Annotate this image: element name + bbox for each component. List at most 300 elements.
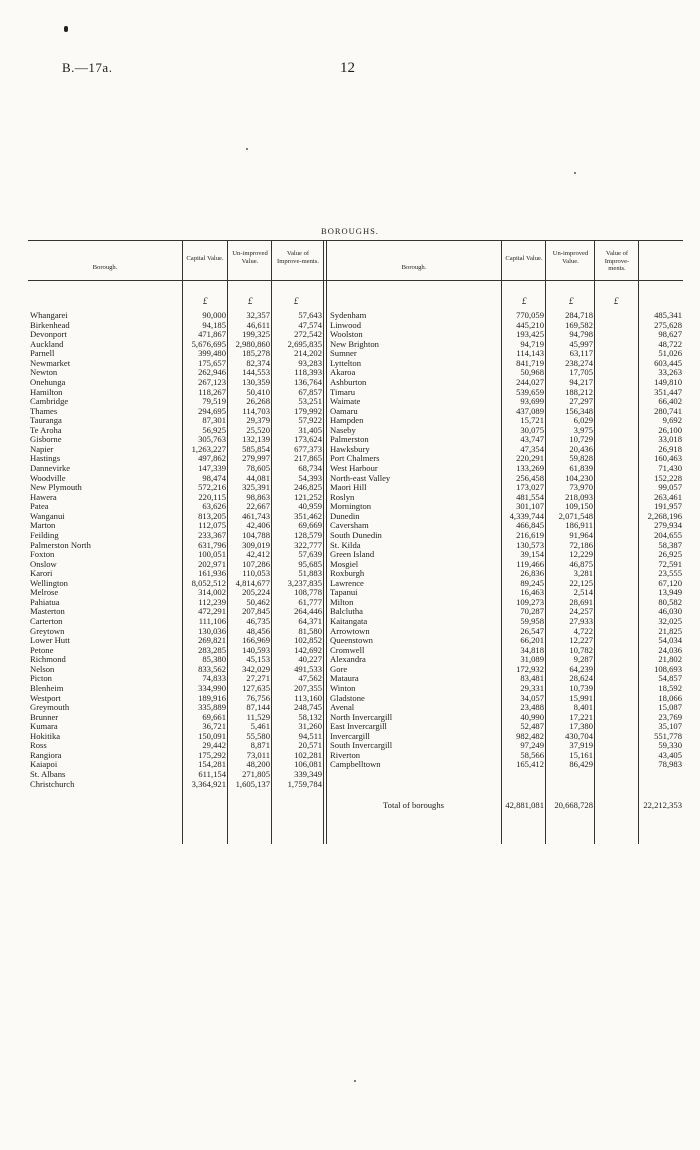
borough-name: Mornington — [330, 501, 372, 512]
pound-sign: £ — [522, 296, 527, 306]
capital-value: 335,889 — [198, 702, 226, 713]
unimproved-value: 42,406 — [246, 520, 270, 531]
unimproved-value: 8,871 — [250, 740, 270, 751]
borough-name: Onehunga — [30, 376, 66, 387]
unimproved-value: 10,739 — [569, 682, 593, 693]
unimproved-value: 279,997 — [242, 453, 270, 464]
capital-value: 87,301 — [202, 415, 226, 426]
capital-value: 269,821 — [198, 635, 226, 646]
capital-value: 40,990 — [520, 711, 544, 722]
borough-name: South Dunedin — [330, 529, 382, 540]
capital-value: 539,659 — [516, 386, 544, 397]
borough-name: Avenal — [330, 702, 355, 713]
pound-sign: £ — [294, 296, 299, 306]
borough-name: Woodville — [30, 472, 66, 483]
borough-name: Greytown — [30, 625, 65, 636]
capital-value: 31,089 — [520, 654, 544, 665]
improvements-value: 160,463 — [654, 453, 682, 464]
total-label: Total of boroughs — [383, 800, 444, 810]
borough-name: Christchurch — [30, 778, 75, 789]
left-unimproved-values — [226, 311, 270, 789]
improvements-value: 1,759,784 — [287, 778, 322, 789]
borough-name: West Harbour — [330, 463, 378, 473]
improvements-value: 26,925 — [658, 549, 682, 560]
capital-value: 3,364,921 — [191, 778, 226, 789]
unimproved-value: 45,997 — [569, 338, 593, 349]
improvements-value: 54,393 — [298, 472, 322, 483]
improvements-value: 263,461 — [654, 491, 682, 502]
borough-name: Nelson — [30, 663, 55, 674]
unimproved-value: 72,186 — [569, 539, 593, 550]
unimproved-value: 140,593 — [242, 644, 270, 655]
improvements-value: 280,741 — [654, 405, 682, 416]
capital-value: 220,115 — [198, 491, 226, 502]
improvements-value: 264,446 — [294, 606, 322, 617]
borough-name: Milton — [330, 596, 354, 607]
unimproved-value: 132,139 — [242, 434, 270, 445]
borough-name: Oamaru — [330, 405, 358, 416]
left-borough-names — [30, 311, 180, 789]
capital-value: 133,269 — [516, 463, 544, 473]
improvements-value: 214,202 — [294, 348, 322, 359]
capital-value: 16,463 — [520, 587, 544, 598]
unimproved-value: 28,691 — [569, 596, 593, 607]
borough-name: South Invercargill — [330, 740, 393, 751]
capital-value: 572,216 — [198, 482, 226, 493]
improvements-value: 207,355 — [294, 682, 322, 693]
capital-value: 256,458 — [516, 472, 544, 483]
improvements-value: 217,865 — [294, 453, 322, 464]
improvements-value: 43,405 — [658, 749, 682, 760]
unimproved-value: 144,553 — [242, 367, 270, 378]
capital-value: 147,339 — [198, 463, 226, 473]
improvements-value: 31,405 — [298, 424, 322, 435]
unimproved-value: 61,839 — [569, 463, 593, 473]
capital-value: 56,925 — [202, 424, 226, 435]
capital-value: 118,267 — [198, 386, 226, 397]
capital-value: 130,573 — [516, 539, 544, 550]
unimproved-value: 87,144 — [246, 702, 270, 713]
improvements-value: 204,655 — [654, 529, 682, 540]
borough-name: Karori — [30, 568, 53, 579]
unimproved-value: 114,703 — [242, 405, 270, 416]
unimproved-value: 186,911 — [565, 520, 593, 531]
capital-value: 305,763 — [198, 434, 226, 445]
unimproved-value: 430,704 — [565, 730, 593, 741]
improvements-value: 152,228 — [654, 472, 682, 483]
borough-name: Lyttelton — [330, 357, 362, 368]
borough-name: Brunner — [30, 711, 59, 722]
improvements-value: 40,959 — [298, 501, 322, 512]
improvements-value: 113,160 — [294, 692, 322, 703]
improvements-value: 23,769 — [658, 711, 682, 722]
capital-value: 294,695 — [198, 405, 226, 416]
unimproved-value: 64,239 — [569, 663, 593, 674]
borough-name: Devonport — [30, 329, 67, 340]
capital-value: 4,339,744 — [509, 510, 544, 521]
borough-name: Ross — [30, 740, 47, 751]
borough-name: Mosgiel — [330, 558, 359, 569]
capital-value: 202,971 — [198, 558, 226, 569]
unimproved-value: 104,788 — [242, 529, 270, 540]
unimproved-value: 82,374 — [246, 357, 270, 368]
unimproved-value: 2,514 — [573, 587, 593, 598]
capital-value: 175,292 — [198, 749, 226, 760]
unimproved-value: 59,828 — [569, 453, 593, 464]
capital-value: 445,210 — [516, 319, 544, 330]
unimproved-value: 73,970 — [569, 482, 593, 493]
capital-value: 283,285 — [198, 644, 226, 655]
right-borough-names — [330, 311, 500, 770]
unimproved-value: 342,029 — [242, 663, 270, 674]
unimproved-value: 585,854 — [242, 443, 270, 454]
improvements-value: 58,387 — [658, 539, 682, 550]
borough-name: Richmond — [30, 654, 66, 665]
capital-value: 112,075 — [198, 520, 226, 531]
borough-name: Port Chalmers — [330, 453, 380, 464]
unimproved-value: 22,125 — [569, 577, 593, 588]
improvements-value: 121,252 — [294, 491, 322, 502]
borough-name: Maori Hill — [330, 482, 367, 493]
unimproved-value: 94,798 — [569, 329, 593, 340]
document-reference: B.—17a. — [62, 60, 113, 75]
borough-name: Wanganui — [30, 510, 65, 521]
unimproved-value: 46,611 — [246, 319, 270, 330]
unimproved-value: 110,053 — [242, 568, 270, 579]
unimproved-value: 73,011 — [246, 749, 270, 760]
borough-name: Gore — [330, 663, 348, 674]
unimproved-value: 46,875 — [569, 558, 593, 569]
unimproved-value: 4,814,677 — [235, 577, 270, 588]
capital-value: 39,154 — [520, 549, 544, 560]
borough-name: East Invercargill — [330, 721, 387, 732]
unimproved-value: 22,667 — [246, 501, 270, 512]
improvements-value: 9,692 — [662, 415, 682, 426]
unimproved-value: 5,461 — [250, 721, 270, 732]
unimproved-value: 27,297 — [569, 396, 593, 407]
borough-name: Caversham — [330, 520, 369, 531]
improvements-value: 118,393 — [294, 367, 322, 378]
unimproved-value: 109,150 — [565, 501, 593, 512]
borough-name: New Brighton — [330, 338, 379, 349]
improvements-value: 149,810 — [654, 376, 682, 387]
capital-value: 15,721 — [520, 415, 544, 426]
improvements-value: 275,628 — [654, 319, 682, 330]
capital-value: 193,425 — [516, 329, 544, 340]
unimproved-value: 107,286 — [242, 558, 270, 569]
pound-sign: £ — [203, 296, 208, 306]
unimproved-value: 10,729 — [569, 434, 593, 445]
improvements-value: 322,777 — [294, 539, 322, 550]
unimproved-value: 11,529 — [246, 711, 270, 722]
borough-name: Winton — [330, 682, 356, 693]
capital-value: 481,554 — [516, 491, 544, 502]
improvements-value: 31,260 — [298, 721, 322, 732]
right-capital-values — [496, 311, 544, 770]
header-capital-value: Capital Value. — [186, 255, 224, 262]
capital-value: 100,051 — [198, 549, 226, 560]
borough-name: Melrose — [30, 587, 59, 598]
unimproved-value: 12,227 — [569, 635, 593, 646]
borough-name: Linwood — [330, 319, 362, 330]
borough-name: St. Kilda — [330, 539, 361, 550]
borough-name: Dunedin — [330, 510, 360, 521]
unimproved-value: 26,268 — [246, 396, 270, 407]
improvements-value: 68,734 — [298, 463, 322, 473]
header-unimproved-value: Un-improved Value. — [232, 250, 268, 265]
unimproved-value: 2,071,548 — [558, 510, 593, 521]
capital-value: 841,719 — [516, 357, 544, 368]
borough-name: Auckland — [30, 338, 64, 349]
improvements-value: 246,825 — [294, 482, 322, 493]
improvements-value: 179,992 — [294, 405, 322, 416]
capital-value: 34,057 — [520, 692, 544, 703]
capital-value: 98,474 — [202, 472, 226, 483]
capital-value: 26,836 — [520, 568, 544, 579]
capital-value: 5,676,695 — [191, 338, 226, 349]
improvements-value: 485,341 — [654, 310, 682, 320]
capital-value: 34,818 — [520, 644, 544, 655]
total-improvements: 22,212,353 — [643, 800, 682, 810]
improvements-value: 46,030 — [658, 606, 682, 617]
unimproved-value: 4,722 — [573, 625, 593, 636]
borough-name: Roslyn — [330, 491, 355, 502]
borough-name: Palmerston North — [30, 539, 91, 550]
capital-value: 23,488 — [520, 702, 544, 713]
improvements-value: 35,107 — [658, 721, 682, 732]
center-double-rule — [326, 240, 327, 844]
borough-name: Hawksbury — [330, 443, 370, 454]
improvements-value: 81,580 — [298, 625, 322, 636]
unimproved-value: 28,624 — [569, 673, 593, 684]
unimproved-value: 6,029 — [573, 415, 593, 426]
borough-name: Campbelltown — [330, 759, 381, 770]
borough-name: Hampden — [330, 415, 364, 426]
unimproved-value: 12,229 — [569, 549, 593, 560]
borough-name: Lower Hutt — [30, 635, 70, 646]
left-improvement-values — [271, 311, 322, 789]
capital-value: 29,331 — [520, 682, 544, 693]
improvements-value: 40,227 — [298, 654, 322, 665]
capital-value: 165,412 — [516, 759, 544, 770]
unimproved-value: 1,605,137 — [235, 778, 270, 789]
improvements-value: 78,983 — [658, 759, 682, 770]
total-capital: 42,881,081 — [505, 800, 544, 810]
borough-name: Green Island — [330, 549, 375, 560]
borough-name: Kaiapoi — [30, 759, 58, 770]
borough-name: Gisborne — [30, 434, 62, 445]
unimproved-value: 461,743 — [242, 510, 270, 521]
borough-name: Newmarket — [30, 357, 71, 368]
improvements-value: 47,574 — [298, 319, 322, 330]
capital-value: 833,562 — [198, 663, 226, 674]
improvements-value: 279,934 — [654, 520, 682, 531]
borough-name: Greymouth — [30, 702, 70, 713]
unimproved-value: 8,401 — [573, 702, 593, 713]
borough-name: Feilding — [30, 529, 59, 540]
borough-name: Waimate — [330, 396, 361, 407]
unimproved-value: 76,756 — [246, 692, 270, 703]
total-unimproved: 20,668,728 — [554, 800, 593, 810]
unimproved-value: 63,117 — [569, 348, 593, 359]
borough-name: Gladstone — [330, 692, 365, 703]
capital-value: 63,626 — [202, 501, 226, 512]
unimproved-value: 17,221 — [569, 711, 593, 722]
borough-name: Whangarei — [30, 310, 68, 320]
capital-value: 471,867 — [198, 329, 226, 340]
improvements-value: 99,057 — [658, 482, 682, 493]
borough-name: Sydenham — [330, 310, 367, 320]
capital-value: 314,002 — [198, 587, 226, 598]
unimproved-value: 127,635 — [242, 682, 270, 693]
capital-value: 301,107 — [516, 501, 544, 512]
capital-value: 472,291 — [198, 606, 226, 617]
unimproved-value: 205,224 — [242, 587, 270, 598]
borough-name: Hamilton — [30, 386, 63, 397]
capital-value: 611,154 — [198, 769, 226, 779]
capital-value: 66,201 — [520, 635, 544, 646]
header-improvements-value: Value of Improve-ments. — [277, 250, 319, 265]
unimproved-value: 91,964 — [569, 529, 593, 540]
improvements-value: 136,764 — [294, 376, 322, 387]
capital-value: 334,990 — [198, 682, 226, 693]
borough-name: Arrowtown — [330, 625, 370, 636]
capital-value: 466,845 — [516, 520, 544, 531]
unimproved-value: 104,230 — [565, 472, 593, 483]
improvements-value: 93,283 — [298, 357, 322, 368]
unimproved-value: 44,081 — [246, 472, 270, 483]
borough-name: Invercargill — [330, 730, 370, 741]
improvements-value: 108,778 — [294, 587, 322, 598]
improvements-value: 59,330 — [658, 740, 682, 751]
improvements-value: 67,857 — [298, 386, 322, 397]
capital-value: 119,466 — [516, 558, 544, 569]
capital-value: 70,287 — [520, 606, 544, 617]
borough-name: Cambridge — [30, 396, 69, 407]
borough-name: Foxton — [30, 549, 55, 560]
improvements-value: 26,100 — [658, 424, 682, 435]
capital-value: 631,796 — [198, 539, 226, 550]
capital-value: 161,936 — [198, 568, 226, 579]
unimproved-value: 42,412 — [246, 549, 270, 560]
unimproved-value: 37,919 — [569, 740, 593, 751]
capital-value: 8,052,512 — [191, 577, 226, 588]
capital-value: 1,263,227 — [191, 443, 226, 454]
borough-name: Akaroa — [330, 367, 356, 378]
unimproved-value: 15,161 — [569, 749, 593, 760]
improvements-value: 677,373 — [294, 443, 322, 454]
unimproved-value: 10,782 — [569, 644, 593, 655]
unimproved-value: 185,278 — [242, 348, 270, 359]
improvements-value: 26,918 — [658, 443, 682, 454]
improvements-value: 80,582 — [658, 596, 682, 607]
improvements-value: 491,533 — [294, 663, 322, 674]
capital-value: 175,657 — [198, 357, 226, 368]
improvements-value: 248,745 — [294, 702, 322, 713]
improvements-value: 173,624 — [294, 434, 322, 445]
capital-value: 90,000 — [202, 310, 226, 320]
borough-name: North-east Valley — [330, 472, 391, 483]
improvements-value: 69,669 — [298, 520, 322, 531]
unimproved-value: 86,429 — [569, 759, 593, 770]
capital-value: 130,036 — [198, 625, 226, 636]
borough-name: Masterton — [30, 606, 65, 617]
improvements-value: 603,445 — [654, 357, 682, 368]
borough-name: Riverton — [330, 749, 361, 760]
center-double-rule — [323, 240, 324, 844]
improvements-value: 102,281 — [294, 749, 322, 760]
borough-name: North Invercargill — [330, 711, 393, 722]
header-capital-value: Capital Value. — [505, 255, 543, 262]
improvements-value: 57,639 — [298, 549, 322, 560]
improvements-value: 54,034 — [658, 635, 682, 646]
capital-value: 233,367 — [198, 529, 226, 540]
improvements-value: 20,571 — [298, 740, 322, 751]
capital-value: 36,721 — [202, 721, 226, 732]
ink-mark — [64, 26, 68, 32]
unimproved-value: 284,718 — [565, 310, 593, 320]
borough-name: Woolston — [330, 329, 363, 340]
unimproved-value: 2,980,860 — [235, 338, 270, 349]
capital-value: 114,143 — [516, 348, 544, 359]
table-top-rule — [28, 240, 683, 241]
improvements-value: 67,120 — [658, 577, 682, 588]
unimproved-value: 25,520 — [246, 424, 270, 435]
improvements-value: 13,949 — [658, 587, 682, 598]
header-unimproved-value: Un-improved Value. — [552, 250, 589, 265]
improvements-value: 53,251 — [298, 396, 322, 407]
capital-value: 69,661 — [202, 711, 226, 722]
improvements-value: 47,562 — [298, 673, 322, 684]
unimproved-value: 309,019 — [242, 539, 270, 550]
improvements-value: 23,555 — [658, 568, 682, 579]
improvements-value: 51,026 — [658, 348, 682, 359]
capital-value: 30,075 — [520, 424, 544, 435]
capital-value: 94,719 — [520, 338, 544, 349]
improvements-value: 94,511 — [298, 730, 322, 741]
improvements-value: 24,036 — [658, 644, 682, 655]
improvements-value: 98,627 — [658, 329, 682, 340]
borough-name: Cromwell — [330, 644, 365, 655]
improvements-value: 21,825 — [658, 625, 682, 636]
borough-name: Patea — [30, 501, 49, 512]
header-borough: Borough. — [92, 264, 118, 271]
borough-name: Napier — [30, 443, 54, 454]
unimproved-value: 3,281 — [573, 568, 593, 579]
improvements-value: 57,643 — [298, 310, 322, 320]
borough-name: Hawera — [30, 491, 57, 502]
unimproved-value: 15,991 — [569, 692, 593, 703]
page-number: 12 — [340, 60, 355, 76]
unimproved-value: 199,325 — [242, 329, 270, 340]
paper-speck — [246, 148, 248, 150]
capital-value: 216,619 — [516, 529, 544, 540]
capital-value: 813,205 — [198, 510, 226, 521]
unimproved-value: 27,933 — [569, 616, 593, 626]
capital-value: 89,245 — [520, 577, 544, 588]
capital-value: 47,354 — [520, 443, 544, 454]
unimproved-value: 188,212 — [565, 386, 593, 397]
capital-value: 172,932 — [516, 663, 544, 674]
borough-name: Carterton — [30, 616, 63, 626]
improvements-value: 48,722 — [658, 338, 682, 349]
paper-speck — [574, 172, 576, 174]
capital-value: 97,249 — [520, 740, 544, 751]
improvements-value: 272,542 — [294, 329, 322, 340]
improvements-value: 57,922 — [298, 415, 322, 426]
unimproved-value: 50,410 — [246, 386, 270, 397]
unimproved-value: 169,582 — [565, 319, 593, 330]
